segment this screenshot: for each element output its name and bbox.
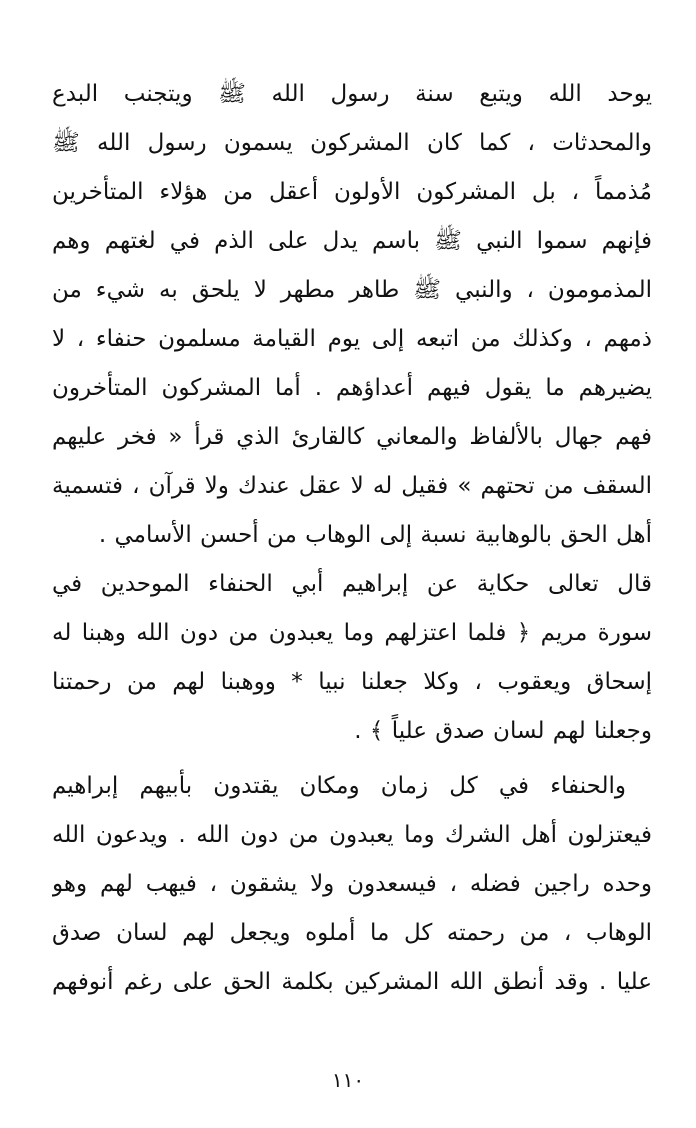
text-line: أهل الحق بالوهابية نسبة إلى الوهاب من أحسن الأسامي . — [98, 522, 652, 548]
page-number: ١١٠ — [331, 1068, 365, 1092]
text-line: يوحد الله ويتبع سنة رسول الله ﷺ ويتجنب البدع — [52, 81, 652, 107]
paragraph-2 — [52, 762, 652, 1007]
text-line: يضيرهم ما يقول فيهم أعداؤهم . أما المشركون المتأخرون — [52, 375, 652, 401]
text-line: ذمهم ، وكذلك من اتبعه إلى يوم القيامة مسلمون حنفاء ، لا — [52, 326, 652, 352]
text-line: مُذمماً ، بل المشركون الأولون أعقل من هؤلاء المتأخرين — [52, 179, 652, 205]
text-line: وجعلنا لهم لسان صدق علياً ﴾ . — [354, 718, 652, 744]
text-line: سورة مريم ﴿ فلما اعتزلهم وما يعبدون من دون الله وهبنا له — [52, 620, 652, 646]
paragraph-1 — [52, 70, 652, 756]
text-line: السقف من تحتهم » فقيل له لا عقل عندك ولا قرآن ، فتسمية — [52, 473, 652, 499]
text-line: إسحاق ويعقوب ، وكلا جعلنا نبيا * ووهبنا لهم من رحمتنا — [52, 669, 652, 695]
text-line: والمحدثات ، كما كان المشركون يسمون رسول الله ﷺ — [52, 130, 652, 156]
text-line: عليا . وقد أنطق الله المشركين بكلمة الحق على رغم أنوفهم — [52, 969, 652, 995]
text-line: وحده راجين فضله ، فيسعدون ولا يشقون ، فيهب لهم وهو — [52, 871, 652, 897]
text-line: المذمومون ، والنبي ﷺ طاهر مطهر لا يلحق به شيء من — [52, 277, 652, 303]
text-line: الوهاب ، من رحمته كل ما أملوه ويجعل لهم لسان صدق — [52, 920, 652, 946]
text-line: قال تعالى حكاية عن إبراهيم أبي الحنفاء الموحدين في — [52, 571, 652, 597]
text-line: فيعتزلون أهل الشرك وما يعبدون من دون الله . ويدعون الله — [52, 822, 652, 848]
text-line: والحنفاء في كل زمان ومكان يقتدون بأبيهم إبراهيم — [52, 773, 626, 799]
text-line: فهم جهال بالألفاظ والمعاني كالقارئ الذي قرأ « فخر عليهم — [52, 424, 652, 450]
text-line: فإنهم سموا النبي ﷺ باسم يدل على الذم في لغتهم وهم — [52, 228, 652, 254]
